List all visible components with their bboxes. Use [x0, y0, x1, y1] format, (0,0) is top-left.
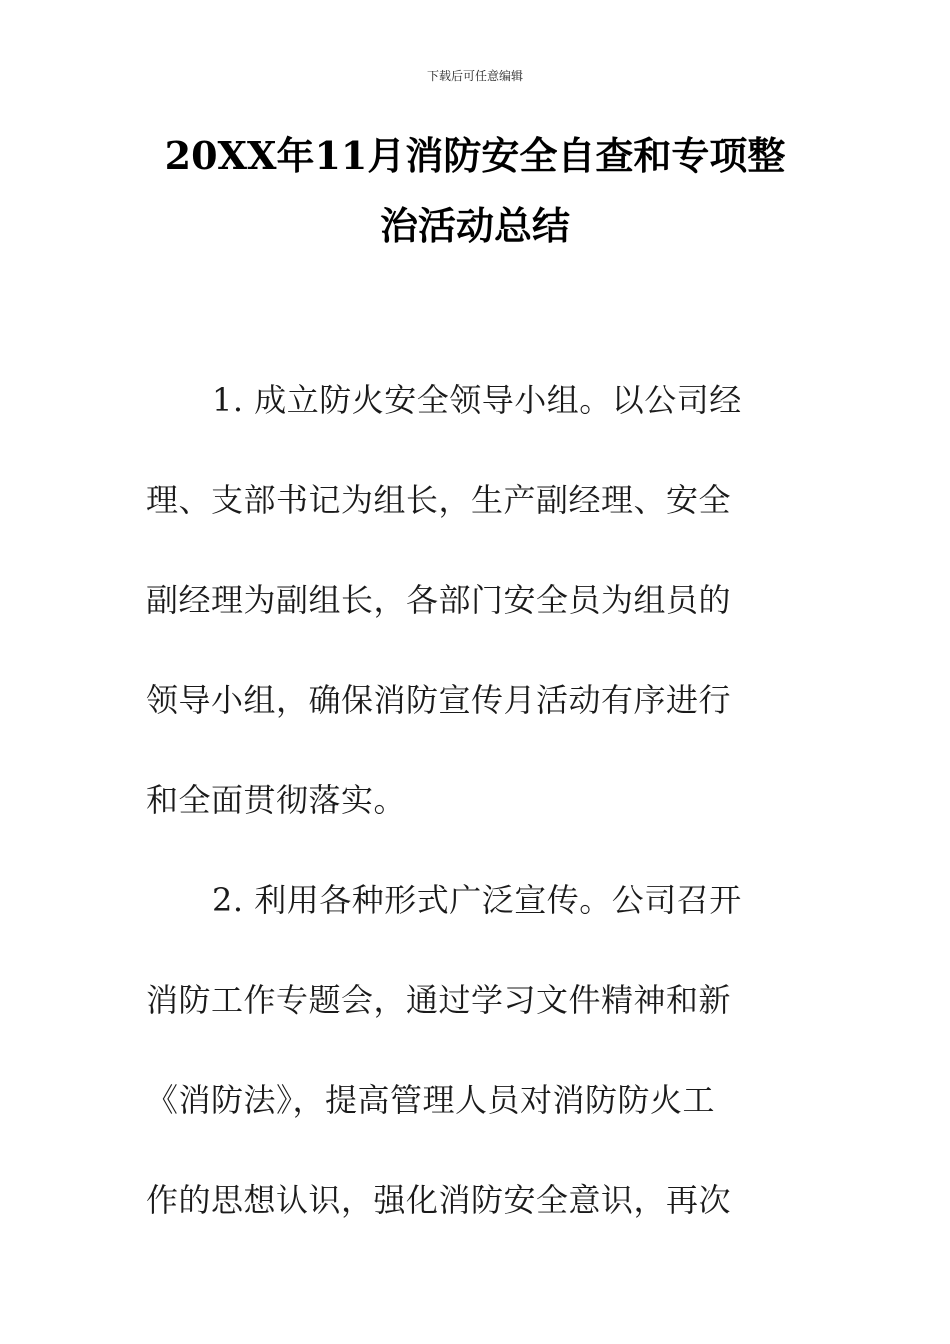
paragraph-line: 1. 成立防火安全领导小组。以公司经 — [212, 381, 742, 419]
paragraph-line: 作的思想认识，强化消防安全意识，再次 — [146, 1181, 732, 1219]
document-title — [100, 126, 850, 266]
paragraph-line: 副经理为副组长，各部门安全员为组员的 — [146, 581, 732, 619]
document-body — [146, 370, 806, 1270]
paragraph-line: 2. 利用各种形式广泛宣传。公司召开 — [212, 881, 742, 919]
paragraph-line: 和全面贯彻落实。 — [146, 781, 407, 819]
header-note: 下载后可任意编辑 — [426, 69, 523, 83]
title-line-1: 20XX年11月消防安全自查和专项整 — [164, 133, 786, 178]
paragraph-line: 消防工作专题会，通过学习文件精神和新 — [146, 981, 732, 1019]
paragraph-1 — [146, 370, 806, 870]
paragraph-2 — [146, 870, 806, 1270]
paragraph-line: 《消防法》，提高管理人员对消防防火工 — [146, 1081, 716, 1119]
paragraph-line: 领导小组，确保消防宣传月活动有序进行 — [146, 681, 732, 719]
title-line-2: 治活动总结 — [379, 203, 570, 248]
paragraph-line: 理、支部书记为组长，生产副经理、安全 — [146, 481, 732, 519]
